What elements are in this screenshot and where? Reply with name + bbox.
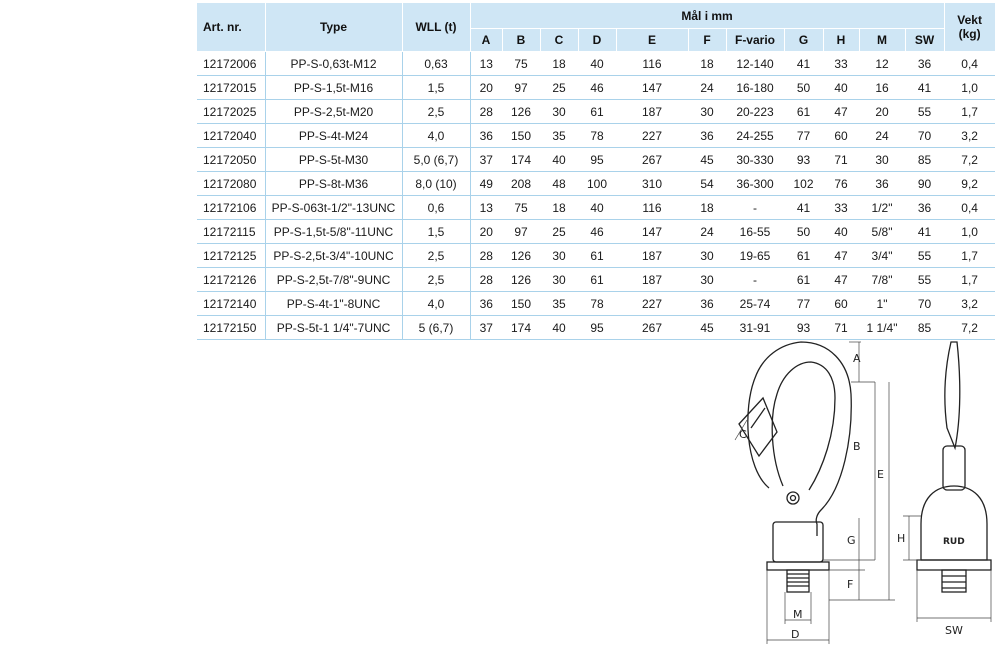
table-row: [197, 244, 995, 268]
table-cell-sw: 41: [905, 220, 944, 244]
table-row: [197, 316, 995, 340]
dim-label-c: C: [739, 428, 747, 441]
table-cell-e: 187: [616, 100, 688, 124]
table-cell-m: 7/8": [859, 268, 905, 292]
table-cell-type: PP-S-0,63t-M12: [265, 52, 402, 76]
table-cell-g: 61: [784, 100, 823, 124]
table-cell-g: 50: [784, 76, 823, 100]
table-cell-h: 60: [823, 124, 859, 148]
table-cell-sw: 70: [905, 124, 944, 148]
table-cell-d: 40: [578, 196, 616, 220]
table-cell-c: 48: [540, 172, 578, 196]
table-cell-e: 267: [616, 148, 688, 172]
hook-inner-curve: [772, 362, 835, 490]
table-cell-d: 100: [578, 172, 616, 196]
table-cell-kg: 7,2: [944, 316, 995, 340]
table-cell-fv: 25-74: [726, 292, 784, 316]
weight-label: Vekt: [957, 13, 982, 27]
table-cell-wll: 4,0: [402, 292, 470, 316]
hook-bolt: [787, 492, 799, 504]
table-cell-d: 40: [578, 52, 616, 76]
table-cell-f: 24: [688, 220, 726, 244]
table-cell-f: 36: [688, 124, 726, 148]
side-view-base-plate: [917, 560, 991, 570]
table-cell-a: 37: [470, 316, 502, 340]
table-cell-art: 12172150: [197, 316, 265, 340]
table-cell-c: 35: [540, 292, 578, 316]
table-cell-f: 36: [688, 292, 726, 316]
table-cell-kg: 7,2: [944, 148, 995, 172]
table-cell-d: 95: [578, 316, 616, 340]
dim-label-d: D: [791, 628, 800, 641]
table-cell-m: 30: [859, 148, 905, 172]
hook-base-plate: [767, 562, 829, 570]
table-cell-m: 12: [859, 52, 905, 76]
table-row: [197, 172, 995, 196]
table-cell-art: 12172125: [197, 244, 265, 268]
table-cell-b: 174: [502, 316, 540, 340]
hook-thread: [787, 570, 809, 592]
table-cell-c: 35: [540, 124, 578, 148]
table-cell-wll: 1,5: [402, 220, 470, 244]
table-cell-h: 71: [823, 148, 859, 172]
dim-label-g: G: [847, 534, 856, 547]
table-cell-wll: 2,5: [402, 100, 470, 124]
col-header-dim: C: [540, 29, 578, 52]
table-cell-a: 20: [470, 76, 502, 100]
table-cell-e: 147: [616, 220, 688, 244]
table-cell-type: PP-S-5t-M30: [265, 148, 402, 172]
table-body: [197, 52, 995, 340]
col-header-dim: H: [823, 29, 859, 52]
table-cell-fv: 19-65: [726, 244, 784, 268]
table-cell-h: 33: [823, 196, 859, 220]
col-header-dimensions: Mål i mm: [470, 3, 944, 29]
table-cell-fv: 12-140: [726, 52, 784, 76]
table-cell-wll: 8,0 (10): [402, 172, 470, 196]
table-cell-b: 150: [502, 292, 540, 316]
side-view-thread: [942, 570, 966, 592]
table-cell-wll: 5,0 (6,7): [402, 148, 470, 172]
table-cell-fv: -: [726, 268, 784, 292]
table-cell-sw: 85: [905, 148, 944, 172]
table-cell-a: 49: [470, 172, 502, 196]
table-cell-wll: 0,6: [402, 196, 470, 220]
table-cell-wll: 4,0: [402, 124, 470, 148]
table-cell-b: 75: [502, 52, 540, 76]
table-cell-c: 30: [540, 268, 578, 292]
table-cell-sw: 55: [905, 244, 944, 268]
table-cell-a: 36: [470, 124, 502, 148]
table-cell-m: 36: [859, 172, 905, 196]
table-cell-f: 30: [688, 100, 726, 124]
table-cell-a: 36: [470, 292, 502, 316]
table-row: [197, 100, 995, 124]
col-header-dim: F-vario: [726, 29, 784, 52]
table-cell-g: 77: [784, 292, 823, 316]
table-cell-g: 93: [784, 148, 823, 172]
table-cell-f: 18: [688, 196, 726, 220]
table-cell-wll: 2,5: [402, 244, 470, 268]
table-cell-sw: 70: [905, 292, 944, 316]
table-cell-art: 12172025: [197, 100, 265, 124]
table-cell-sw: 55: [905, 268, 944, 292]
col-header-wll: WLL (t): [402, 3, 470, 52]
table-cell-m: 1": [859, 292, 905, 316]
table-cell-wll: 1,5: [402, 76, 470, 100]
col-header-dim: E: [616, 29, 688, 52]
table-cell-f: 45: [688, 148, 726, 172]
table-cell-sw: 85: [905, 316, 944, 340]
table-cell-type: PP-S-1,5t-M16: [265, 76, 402, 100]
table-cell-e: 227: [616, 124, 688, 148]
table-cell-h: 47: [823, 268, 859, 292]
header-row-top: [197, 3, 995, 29]
table-cell-g: 77: [784, 124, 823, 148]
table-cell-b: 150: [502, 124, 540, 148]
table-cell-sw: 90: [905, 172, 944, 196]
table-cell-kg: 1,7: [944, 100, 995, 124]
dim-label-m: M: [793, 608, 803, 621]
table-row: [197, 52, 995, 76]
table-cell-a: 13: [470, 52, 502, 76]
table-cell-art: 12172115: [197, 220, 265, 244]
table-cell-g: 61: [784, 244, 823, 268]
table-cell-f: 18: [688, 52, 726, 76]
table-cell-h: 47: [823, 100, 859, 124]
table-cell-b: 126: [502, 268, 540, 292]
table-cell-c: 25: [540, 220, 578, 244]
table-cell-c: 30: [540, 100, 578, 124]
table-cell-d: 61: [578, 244, 616, 268]
table-cell-type: PP-S-4t-M24: [265, 124, 402, 148]
table-cell-kg: 3,2: [944, 292, 995, 316]
dim-label-f: F: [847, 578, 854, 591]
table-cell-a: 13: [470, 196, 502, 220]
table-cell-f: 30: [688, 268, 726, 292]
table-cell-e: 267: [616, 316, 688, 340]
table-cell-h: 47: [823, 244, 859, 268]
table-cell-d: 46: [578, 76, 616, 100]
table-cell-sw: 55: [905, 100, 944, 124]
table-cell-m: 20: [859, 100, 905, 124]
col-header-dim: SW: [905, 29, 944, 52]
table-row: [197, 76, 995, 100]
table-cell-fv: 24-255: [726, 124, 784, 148]
side-view-hook: [945, 342, 960, 448]
table-cell-fv: 36-300: [726, 172, 784, 196]
table-cell-b: 208: [502, 172, 540, 196]
table-cell-fv: 20-223: [726, 100, 784, 124]
hook-swivel-body: [773, 522, 823, 562]
table-cell-d: 78: [578, 292, 616, 316]
table-cell-m: 16: [859, 76, 905, 100]
table-cell-fv: 31-91: [726, 316, 784, 340]
table-cell-d: 61: [578, 100, 616, 124]
table-cell-type: PP-S-5t-1 1/4"-7UNC: [265, 316, 402, 340]
table-cell-b: 75: [502, 196, 540, 220]
table-cell-type: PP-S-1,5t-5/8"-11UNC: [265, 220, 402, 244]
table-row: [197, 148, 995, 172]
specification-table: [197, 3, 996, 340]
table-cell-e: 147: [616, 76, 688, 100]
table-cell-e: 187: [616, 268, 688, 292]
table-cell-art: 12172140: [197, 292, 265, 316]
table-cell-g: 61: [784, 268, 823, 292]
table-cell-type: PP-S-2,5t-3/4"-10UNC: [265, 244, 402, 268]
table-cell-d: 46: [578, 220, 616, 244]
table-cell-d: 61: [578, 268, 616, 292]
table-cell-m: 1 1/4": [859, 316, 905, 340]
col-header-type: Type: [265, 3, 402, 52]
table-cell-kg: 1,0: [944, 220, 995, 244]
col-header-weight: [944, 3, 995, 52]
table-cell-h: 33: [823, 52, 859, 76]
table-row: [197, 124, 995, 148]
table-cell-art: 12172126: [197, 268, 265, 292]
table-cell-kg: 1,7: [944, 244, 995, 268]
dim-label-e: E: [877, 468, 884, 481]
table-row: [197, 292, 995, 316]
table-cell-b: 126: [502, 244, 540, 268]
table-cell-kg: 3,2: [944, 124, 995, 148]
table-cell-m: 5/8": [859, 220, 905, 244]
table-cell-fv: 16-55: [726, 220, 784, 244]
table-cell-kg: 0,4: [944, 196, 995, 220]
dim-label-h: H: [897, 532, 906, 545]
dim-label-sw: SW: [945, 624, 963, 637]
table-cell-g: 102: [784, 172, 823, 196]
table-cell-wll: 2,5: [402, 268, 470, 292]
table-cell-art: 12172040: [197, 124, 265, 148]
table-cell-b: 97: [502, 220, 540, 244]
table-cell-f: 45: [688, 316, 726, 340]
table-cell-type: PP-S-4t-1"-8UNC: [265, 292, 402, 316]
table-cell-sw: 36: [905, 52, 944, 76]
table-cell-type: PP-S-2,5t-7/8"-9UNC: [265, 268, 402, 292]
table-cell-art: 12172050: [197, 148, 265, 172]
table-cell-a: 37: [470, 148, 502, 172]
table-cell-b: 126: [502, 100, 540, 124]
table-cell-type: PP-S-8t-M36: [265, 172, 402, 196]
table-cell-kg: 1,7: [944, 268, 995, 292]
weight-unit: (kg): [958, 27, 981, 41]
table-cell-type: PP-S-063t-1/2"-13UNC: [265, 196, 402, 220]
table-cell-kg: 9,2: [944, 172, 995, 196]
col-header-dim: A: [470, 29, 502, 52]
col-header-dim: D: [578, 29, 616, 52]
table-cell-f: 54: [688, 172, 726, 196]
table-cell-d: 78: [578, 124, 616, 148]
col-header-dim: F: [688, 29, 726, 52]
table-cell-h: 60: [823, 292, 859, 316]
table-cell-c: 25: [540, 76, 578, 100]
table-cell-h: 76: [823, 172, 859, 196]
table-cell-art: 12172006: [197, 52, 265, 76]
brand-logo-text: RUD: [943, 537, 965, 547]
table-cell-type: PP-S-2,5t-M20: [265, 100, 402, 124]
table-cell-art: 12172015: [197, 76, 265, 100]
table-cell-art: 12172106: [197, 196, 265, 220]
col-header-dim: B: [502, 29, 540, 52]
table-cell-a: 28: [470, 100, 502, 124]
dim-label-b: B: [853, 440, 861, 453]
col-header-dim: G: [784, 29, 823, 52]
hook-latch: [739, 398, 777, 456]
table-cell-e: 116: [616, 196, 688, 220]
table-cell-wll: 0,63: [402, 52, 470, 76]
table-cell-h: 40: [823, 76, 859, 100]
side-view-shank: [943, 446, 965, 490]
table-cell-g: 93: [784, 316, 823, 340]
table-cell-a: 20: [470, 220, 502, 244]
table-cell-g: 50: [784, 220, 823, 244]
table-cell-f: 24: [688, 76, 726, 100]
table-cell-h: 71: [823, 316, 859, 340]
table-cell-wll: 5 (6,7): [402, 316, 470, 340]
table-cell-g: 41: [784, 52, 823, 76]
table-cell-art: 12172080: [197, 172, 265, 196]
table-cell-a: 28: [470, 244, 502, 268]
table-row: [197, 196, 995, 220]
table-cell-fv: 16-180: [726, 76, 784, 100]
table-cell-m: 1/2": [859, 196, 905, 220]
table-cell-a: 28: [470, 268, 502, 292]
table-cell-m: 3/4": [859, 244, 905, 268]
table-cell-c: 40: [540, 148, 578, 172]
table-cell-e: 310: [616, 172, 688, 196]
table-cell-c: 40: [540, 316, 578, 340]
table-cell-sw: 36: [905, 196, 944, 220]
table-cell-fv: -: [726, 196, 784, 220]
table-cell-fv: 30-330: [726, 148, 784, 172]
table-cell-d: 95: [578, 148, 616, 172]
table-cell-c: 30: [540, 244, 578, 268]
col-header-dim: M: [859, 29, 905, 52]
table-cell-b: 174: [502, 148, 540, 172]
table-cell-sw: 41: [905, 76, 944, 100]
table-cell-b: 97: [502, 76, 540, 100]
table-cell-c: 18: [540, 52, 578, 76]
table-row: [197, 220, 995, 244]
table-cell-kg: 0,4: [944, 52, 995, 76]
table-cell-e: 187: [616, 244, 688, 268]
table-cell-c: 18: [540, 196, 578, 220]
table-cell-g: 41: [784, 196, 823, 220]
table-row: [197, 268, 995, 292]
hook-body: [748, 342, 851, 536]
table-cell-h: 40: [823, 220, 859, 244]
table-cell-m: 24: [859, 124, 905, 148]
table-cell-f: 30: [688, 244, 726, 268]
hook-technical-drawing: [725, 338, 997, 654]
col-header-art-nr: Art. nr.: [197, 3, 265, 52]
table-cell-kg: 1,0: [944, 76, 995, 100]
table-cell-e: 116: [616, 52, 688, 76]
side-view-swivel: [921, 486, 987, 560]
table-cell-e: 227: [616, 292, 688, 316]
dim-label-a: A: [853, 352, 861, 365]
